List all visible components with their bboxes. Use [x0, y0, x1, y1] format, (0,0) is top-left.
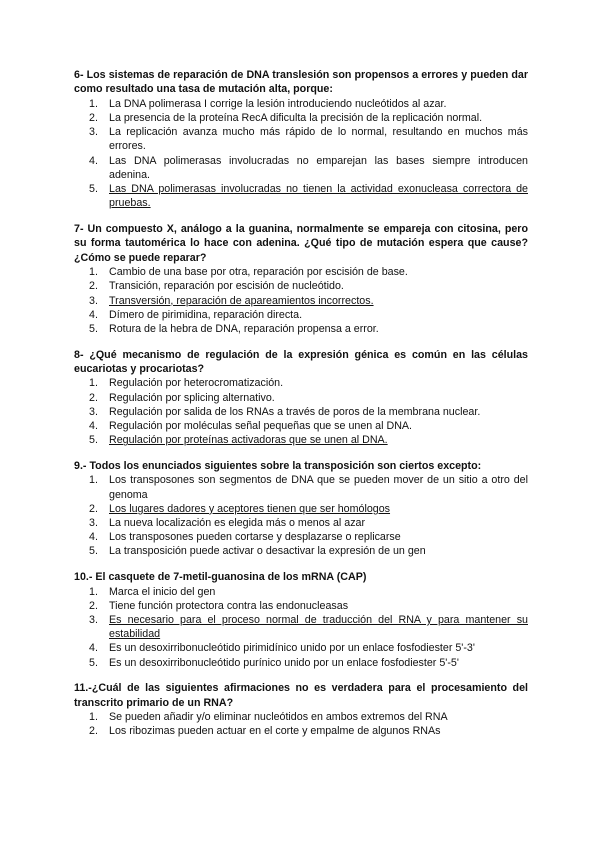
option-number: 2.: [89, 391, 98, 404]
question-title: 9.- Todos los enunciados siguientes sobre la transposición son ciertos excepto:: [74, 460, 482, 472]
option-number: 5.: [89, 656, 98, 669]
option-number: 4.: [89, 642, 98, 655]
option-item: [74, 599, 528, 613]
option-number: 1.: [89, 711, 98, 724]
question-title: 8- ¿Qué mecanismo de regulación de la expresión génica es común en las células eucariotas y procariotas?: [74, 348, 528, 376]
option-text: Los ribozimas pueden actuar en el corte y empalme de algunos RNAs: [109, 725, 441, 738]
option-text: Los transposones pueden cortarse y desplazarse o replicarse: [109, 531, 401, 544]
option-item-underlined: [74, 433, 528, 447]
option-number: 4.: [89, 308, 98, 321]
option-text: Regulación por heterocromatización.: [109, 377, 284, 390]
option-item: [74, 125, 528, 153]
option-text: La transposición puede activar o desactivar la expresión de un gen: [109, 545, 426, 558]
option-item: [74, 641, 528, 655]
option-item: [74, 405, 528, 419]
option-number: 5.: [89, 183, 98, 196]
option-text: La DNA polimerasa I corrige la lesión introduciendo nucleótidos al azar.: [109, 97, 447, 110]
option-list: [74, 97, 528, 211]
option-number: 4.: [89, 420, 98, 433]
option-text-underlined: Regulación por proteínas activadoras que se unen al DNA.: [109, 434, 388, 447]
question-title: 10.- El casquete de 7-metil-guanosina de los mRNA (CAP): [74, 571, 367, 584]
option-number: 3.: [89, 405, 98, 418]
option-text: Es un desoxirribonucleótido pirimidínico unido por un enlace fosfodiester 5'-3': [109, 642, 475, 655]
option-number: 2.: [89, 112, 98, 125]
option-item: [74, 376, 528, 390]
option-number: 1.: [89, 97, 98, 110]
question-title: 6- Los sistemas de reparación de DNA translesión son propensos a errores y pueden dar como resultado una tasa de mutación alta, porque:: [74, 69, 528, 96]
option-text: Las DNA polimerasas involucradas no emparejan las bases siempre introducen adenina.: [109, 154, 528, 181]
option-number: 1.: [89, 377, 98, 390]
option-text: La replicación avanza mucho más rápido de lo normal, resultando en muchos más errores.: [109, 126, 528, 153]
option-text: Tiene función protectora contra las endonucleasas: [109, 599, 349, 612]
option-list: [74, 710, 528, 738]
option-item: [74, 710, 528, 724]
option-item: [74, 530, 528, 544]
question-7: [74, 222, 528, 336]
option-text: La nueva localización es elegida más o menos al azar: [109, 517, 366, 530]
option-number: 1.: [89, 474, 98, 487]
option-item-underlined: [74, 182, 528, 210]
question-title: 11.-¿Cuál de las siguientes afirmaciones no es verdadera para el procesamiento del transcrito primario de un RNA?: [74, 682, 528, 709]
option-number: 3.: [89, 613, 98, 626]
option-list: [74, 265, 528, 336]
option-list: [74, 376, 528, 447]
question-9: [74, 459, 528, 559]
option-text-underlined: Es necesario para el proceso normal de traducción del RNA y para mantener su estabilidad: [109, 613, 528, 641]
option-number: 3.: [89, 517, 98, 530]
option-text-underlined: Los lugares dadores y aceptores tienen que ser homólogos: [109, 502, 391, 515]
option-number: 1.: [89, 585, 98, 598]
option-item: [74, 656, 528, 670]
option-text-underlined: Transversión, reparación de apareamientos incorrectos.: [109, 294, 374, 307]
option-number: 3.: [89, 126, 98, 139]
option-text: Rotura de la hebra de DNA, reparación propensa a error.: [109, 322, 379, 335]
option-item-underlined: [74, 294, 528, 308]
question-6: [74, 68, 528, 210]
question-10: [74, 570, 528, 670]
option-text-underlined: Las DNA polimerasas involucradas no tienen la actividad exonucleasa correctora de pruebas.: [109, 183, 528, 210]
option-item-underlined: [74, 613, 528, 641]
option-item: [74, 279, 528, 293]
option-number: 3.: [89, 294, 98, 307]
option-number: 2.: [89, 502, 98, 515]
option-text: Regulación por moléculas señal pequeñas que se unen al DNA.: [109, 420, 413, 433]
option-text: Regulación por salida de los RNAs a través de poros de la membrana nuclear.: [109, 405, 481, 418]
option-item: [74, 391, 528, 405]
option-item: [74, 473, 528, 501]
question-8: [74, 348, 528, 448]
option-number: 4.: [89, 531, 98, 544]
option-number: 5.: [89, 322, 98, 335]
question-title: 7- Un compuesto X, análogo a la guanina, normalmente se empareja con citosina, pero su forma tautomérica lo hace con adenina. ¿Qué tipo de mutación espera que cause? ¿Cómo se puede reparar?: [74, 222, 528, 264]
option-list: [74, 585, 528, 670]
option-list: [74, 473, 528, 558]
question-11: [74, 681, 528, 738]
option-number: 2.: [89, 599, 98, 612]
option-item: [74, 265, 528, 279]
option-text: Se pueden añadir y/o eliminar nucleótidos en ambos extremos del RNA: [109, 711, 448, 724]
option-text: Dímero de pirimidina, reparación directa.: [109, 308, 303, 321]
option-number: 2.: [89, 725, 98, 738]
option-item: [74, 516, 528, 530]
option-text: Regulación por splicing alternativo.: [109, 391, 275, 404]
option-item: [74, 154, 528, 182]
option-item: [74, 97, 528, 111]
option-item: [74, 544, 528, 558]
option-number: 5.: [89, 545, 98, 558]
document-content: [74, 68, 528, 750]
option-number: 4.: [89, 154, 98, 167]
option-number: 5.: [89, 434, 98, 447]
option-item: [74, 585, 528, 599]
option-number: 1.: [89, 266, 98, 279]
option-number: 2.: [89, 280, 98, 293]
option-item-underlined: [74, 502, 528, 516]
option-text: Transición, reparación por escisión de nucleótido.: [109, 280, 344, 293]
option-text: Los transposones son segmentos de DNA que se pueden mover de un sitio a otro del genoma: [109, 474, 528, 501]
option-item: [74, 322, 528, 336]
option-text: La presencia de la proteína RecA dificulta la precisión de la replicación normal.: [109, 112, 483, 125]
option-item: [74, 419, 528, 433]
option-text: Marca el inicio del gen: [109, 585, 216, 598]
option-item: [74, 111, 528, 125]
option-item: [74, 308, 528, 322]
option-text: Es un desoxirribonucleótido purínico unido por un enlace fosfodiester 5'-5': [109, 656, 459, 669]
option-item: [74, 724, 528, 738]
option-text: Cambio de una base por otra, reparación por escisión de base.: [109, 266, 408, 279]
